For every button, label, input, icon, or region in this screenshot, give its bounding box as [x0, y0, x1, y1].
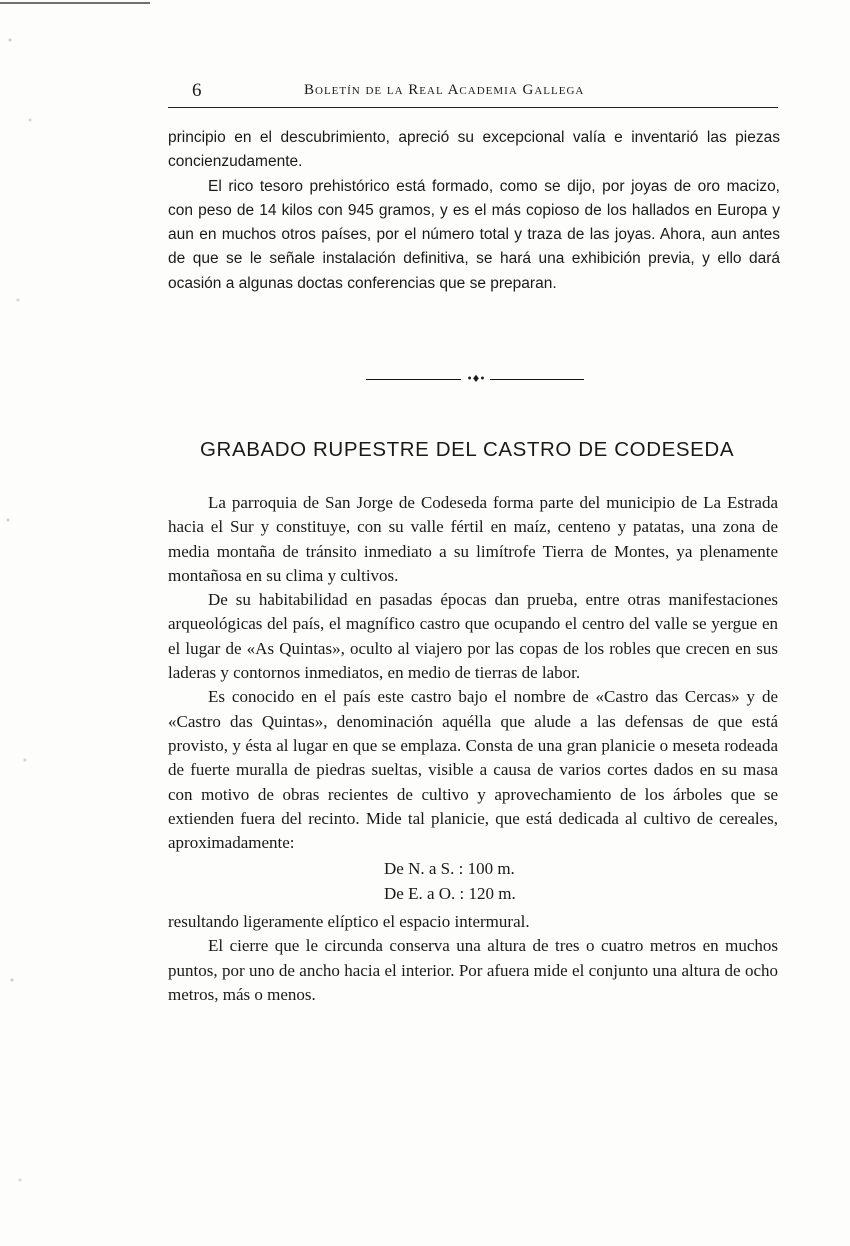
- running-title: Boletín de la Real Academia Gallega: [304, 82, 585, 98]
- article-title: GRABADO RUPESTRE DEL CASTRO DE CODESEDA: [200, 438, 735, 461]
- measurement-ns: De N. a S. : 100 m.: [384, 859, 515, 879]
- scan-mark: [0, 2, 150, 4]
- scan-edge-noise: [0, 0, 60, 1246]
- paragraph: El cierre que le circunda conserva una altura de tres o cuatro metros en muchos puntos, por uno de ancho hacia el interior. Por afuera mide el conjunto una altura de ocho metros, más o menos.: [168, 936, 778, 1004]
- page-number: 6: [192, 80, 202, 101]
- page-header: [168, 80, 778, 106]
- measurements: [168, 857, 778, 906]
- paragraph: principio en el descubrimiento, apreció su excepcional valía e inventarió las piezas concienzudamente.: [168, 129, 780, 171]
- paragraph: Es conocido en el país este castro bajo el nombre de «Castro das Cercas» y de «Castro das Quintas», denominación aquélla que alude a las defensas de que está provisto, y ésta al lugar en que se emplaza. Consta de una gran planicie o meseta rodeada de fuerte muralla de piedras sueltas, visible a causa de varios cortes dados en su masa con motivo de obras recientes de cultivo y aprovechamiento de los árboles que se extienden fuera del recinto. Mide tal planicie, que está dedicada al cultivo de cereales, aproximadamente:: [168, 687, 778, 853]
- article-body: [168, 491, 778, 1007]
- divider-ornament: •♦•: [466, 374, 485, 385]
- paragraph: El rico tesoro prehistórico está formado, como se dijo, por joyas de oro macizo, con peso de 14 kilos con 945 gramos, y es el más copioso de los hallados en Europa y aun en muchos otros países, por el número total y traza de las joyas. Ahora, aun antes de que se le señale instalación definitiva, se hará una exhibición previa, y ello dará ocasión a algunas doctas conferencias que se preparan.: [168, 177, 780, 292]
- section-divider: [366, 373, 584, 387]
- paragraph: resultando ligeramente elíptico el espacio intermural.: [168, 912, 530, 932]
- header-rule: [168, 107, 778, 108]
- measurement-eo: De E. a O. : 120 m.: [384, 883, 516, 903]
- previous-article-text: [168, 126, 780, 296]
- paragraph: La parroquia de San Jorge de Codeseda forma parte del municipio de La Estrada hacia el Sur y constituye, con su valle fértil en maíz, centeno y patatas, una zona de media montaña de tránsito inmediato a su limítrofe Tierra de Montes, ya plenamente montañosa en su clima y cultivos.: [168, 493, 778, 585]
- paragraph: De su habitabilidad en pasadas épocas dan prueba, entre otras manifestaciones arqueológicas del país, el magnífico castro que ocupando el centro del valle se yergue en el lugar de «As Quintas», oculto al viajero por las copas de los robles que crecen en sus laderas y contornos inmediatos, en medio de tierras de labor.: [168, 590, 778, 683]
